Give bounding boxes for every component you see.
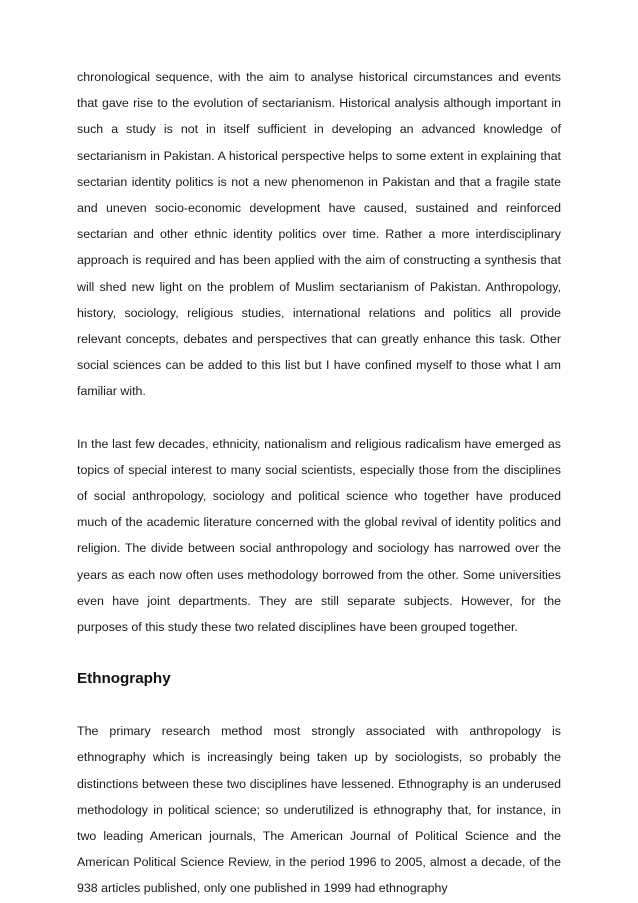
paragraph-ethnography-method: The primary research method most strongly associated with anthropology is ethnography which is increasingly being taken up by sociologists, so probably the distinctions between these two disciplines have lessened. Ethnography is an underused methodology in political science; so underutilized is ethnography that, for instance, in two leading American journals, The American Journal of Political Science and the American Political Science Review, in the period 1996 to 2005, almost a decade, of the 938 articles published, only one published in 1999 had ethnography: [77, 724, 561, 896]
document-page: [77, 64, 561, 902]
paragraph-spacer: [77, 692, 561, 718]
paragraph-spacer: [77, 405, 561, 431]
paragraph-spacer: [77, 640, 561, 666]
section-heading-ethnography: Ethnography: [77, 670, 171, 688]
paragraph-historical-approach: chronological sequence, with the aim to analyse historical circumstances and events that gave rise to the evolution of sectarianism. Historical analysis although important in such a study is not in itself sufficient in developing an advanced knowledge of sectarianism in Pakistan. A historical perspective helps to some extent in explaining that sectarian identity politics is not a new phenomenon in Pakistan and that a fragile state and uneven socio-economic development have caused, sustained and reinforced sectarian and other ethnic identity politics over time. Rather a more interdisciplinary approach is required and has been applied with the aim of constructing a synthesis that will shed new light on the problem of Muslim sectarianism of Pakistan. Anthropology, history, sociology, religious studies, international relations and politics all provide relevant concepts, debates and perspectives that can greatly enhance this task. Other social sciences can be added to this list but I have confined myself to those what I am familiar with.: [77, 70, 561, 399]
paragraph-identity-politics: In the last few decades, ethnicity, nationalism and religious radicalism have emerged as topics of special interest to many social scientists, especially those from the disciplines of social anthropology, sociology and political science who together have produced much of the academic literature concerned with the global revival of identity politics and religion. The divide between social anthropology and sociology has narrowed over the years as each now often uses methodology borrowed from the other. Some universities even have joint departments. They are still separate subjects. However, for the purposes of this study these two related disciplines have been grouped together.: [77, 436, 561, 635]
